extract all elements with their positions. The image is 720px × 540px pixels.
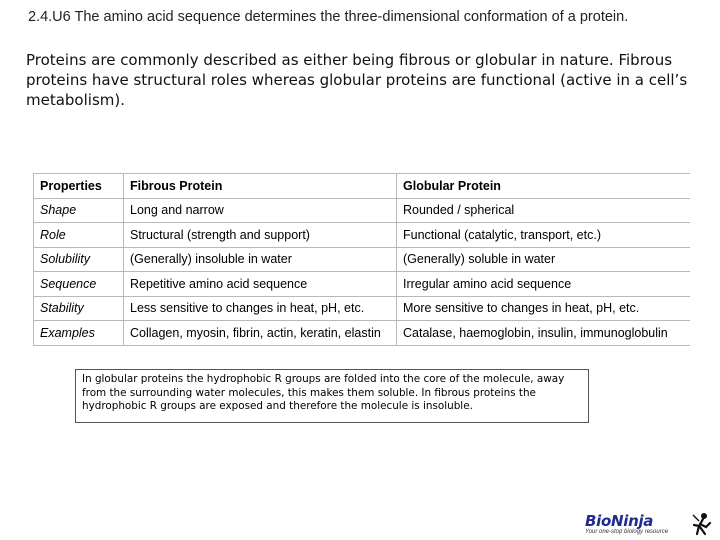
intro-paragraph: Proteins are commonly described as either being fibrous or globular in nature. Fibrous proteins have structural roles whereas globular proteins are functional (active in a cell’s metabolism).	[26, 51, 688, 109]
property-cell: Examples	[34, 321, 124, 346]
fibrous-cell: Long and narrow	[124, 198, 397, 223]
header-globular: Globular Protein	[397, 174, 691, 199]
fibrous-cell: Less sensitive to changes in heat, pH, etc.	[124, 296, 397, 321]
globular-cell: Catalase, haemoglobin, insulin, immunoglobulin	[397, 321, 691, 346]
table-row	[34, 272, 691, 297]
globular-cell: Rounded / spherical	[397, 198, 691, 223]
property-cell: Sequence	[34, 272, 124, 297]
fibrous-cell: Collagen, myosin, fibrin, actin, keratin, elastin	[124, 321, 397, 346]
logo-tagline: Your one-stop biology resource	[585, 529, 669, 535]
property-cell: Stability	[34, 296, 124, 321]
ninja-icon	[691, 512, 713, 536]
property-cell: Solubility	[34, 247, 124, 272]
property-cell: Role	[34, 223, 124, 248]
header-properties: Properties	[34, 174, 124, 199]
table-header-row	[34, 174, 691, 199]
table-row	[34, 321, 691, 346]
table-row	[34, 296, 691, 321]
globular-cell: (Generally) soluble in water	[397, 247, 691, 272]
comparison-table-container	[33, 173, 690, 346]
logo-name: BioNinja	[585, 512, 654, 530]
slide-title: 2.4.U6 The amino acid sequence determines the three-dimensional conformation of a protein.	[28, 9, 629, 25]
table-row	[34, 223, 691, 248]
globular-cell: Functional (catalytic, transport, etc.)	[397, 223, 691, 248]
note-box: In globular proteins the hydrophobic R groups are folded into the core of the molecule, away from the surrounding water molecules, this makes them soluble. In fibrous proteins the hydrophobic R groups are exposed and therefore the molecule is insoluble.	[75, 369, 589, 423]
bioninja-logo	[585, 512, 715, 538]
table-row	[34, 247, 691, 272]
fibrous-cell: Repetitive amino acid sequence	[124, 272, 397, 297]
fibrous-cell: Structural (strength and support)	[124, 223, 397, 248]
table-row	[34, 198, 691, 223]
header-fibrous: Fibrous Protein	[124, 174, 397, 199]
fibrous-cell: (Generally) insoluble in water	[124, 247, 397, 272]
comparison-table	[33, 173, 690, 346]
globular-cell: More sensitive to changes in heat, pH, etc.	[397, 296, 691, 321]
globular-cell: Irregular amino acid sequence	[397, 272, 691, 297]
property-cell: Shape	[34, 198, 124, 223]
